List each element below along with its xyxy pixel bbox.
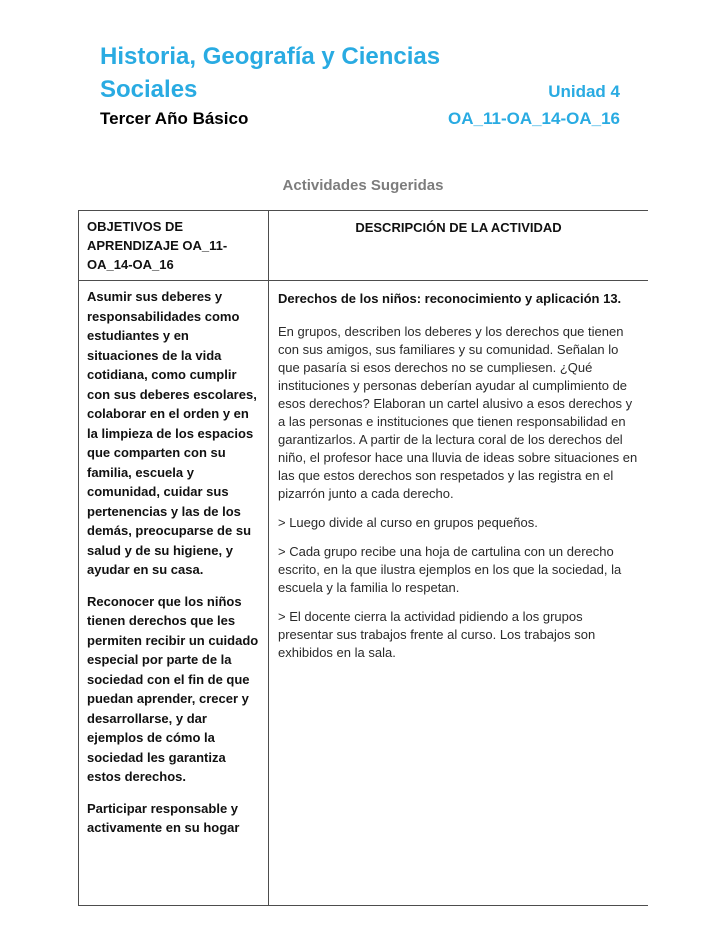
section-title: Actividades Sugeridas [282, 177, 444, 194]
activity-paragraph: > El docente cierra la actividad pidiendo a los grupos presentar sus trabajos frente al curso. Los trabajos son exhibidos en la sala. [278, 609, 596, 660]
grade-label: Tercer Año Básico [100, 109, 249, 128]
unit-label: Unidad 4 [548, 82, 620, 101]
activity-title: Derechos de los niños: reconocimiento y aplicación 13. [278, 291, 622, 306]
objective-paragraph: Asumir sus deberes y responsabilidades como estudiantes y en situaciones de la vida cotidiana, como cumplir con sus deberes escolares, colaborar en el orden y en la limpieza de los espacios que comparten con su familia, escuela y comunidad, cuidar sus pertenencias y las de los demás, preocuparse de su salud y de su higiene, y ayudar en su casa. [87, 289, 257, 577]
objective-paragraph: Reconocer que los niños tienen derechos que les permiten recibir un cuidado especial por parte de la sociedad con el fin de que puedan aprender, crecer y desarrollarse, y dar ejemplos de cómo la sociedad les garantiza estos derechos. [87, 593, 259, 784]
doc-title-line1: Historia, Geografía y Ciencias [100, 43, 441, 70]
table-header-objectives: OBJETIVOS DE APRENDIZAJE OA_11-OA_14-OA_16 [79, 211, 269, 281]
activity-paragraph: > Cada grupo recibe una hoja de cartulina con un derecho escrito, en la que ilustra ejemplos en los que la sociedad, la escuela y la familia lo respetan. [278, 544, 622, 595]
activity-paragraph: En grupos, describen los deberes y los derechos que tienen con sus amigos, sus familiares y su comunidad. Señalan lo que pasaría si esos derechos no se cumpliesen. ¿Qué instituciones y personas deberían ayudar al cumplimiento de esos derechos? Elaboran un cartel alusivo a esos derechos y a las personas e instituciones que tienen responsabilidad en garantizarlos. A partir de la lectura coral de los derechos del niño, el profesor hace una lluvia de ideas sobre situaciones en las que estos derechos son respetados y las registra en el pizarrón junto a cada derecho. [278, 324, 638, 501]
objectives-cell [79, 281, 269, 906]
activity-paragraph: > Luego divide al curso en grupos pequeños. [278, 515, 538, 530]
activities-table [78, 210, 648, 906]
activity-cell [269, 281, 648, 906]
doc-title-line2: Sociales [100, 76, 198, 103]
document-header [100, 40, 620, 132]
table-header-description: DESCRIPCIÓN DE LA ACTIVIDAD [269, 211, 648, 281]
objective-paragraph: Participar responsable y activamente en su hogar [87, 800, 240, 835]
oa-codes-label: OA_11-OA_14-OA_16 [448, 109, 620, 128]
